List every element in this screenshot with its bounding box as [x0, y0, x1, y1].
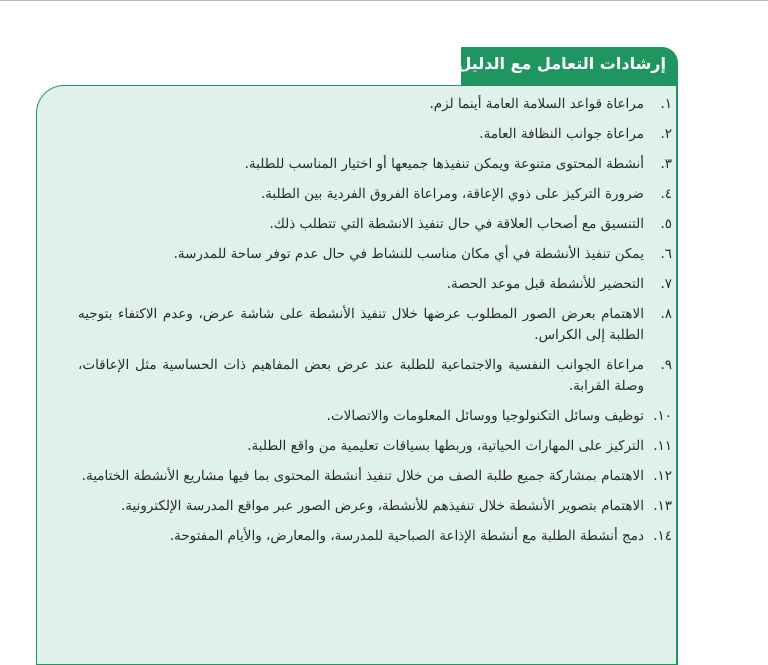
item-text: التنسيق مع أصحاب العلاقة في حال تنفيذ الانشطة التي تتطلب ذلك. [269, 216, 644, 232]
list-item [78, 436, 672, 457]
item-text: يمكن تنفيذ الأنشطة في أي مكان مناسب للنشاط في حال عدم توفر ساحة للمدرسة. [173, 246, 644, 262]
list-item [78, 124, 672, 145]
item-number: ١٣. [653, 498, 672, 514]
item-number: ٦. [660, 246, 672, 262]
list-item [78, 244, 672, 265]
item-number: ١٢. [653, 468, 672, 484]
item-number: ٢. [660, 126, 672, 142]
list-item [78, 94, 672, 115]
item-text: مراعاة جوانب النظافة العامة. [479, 126, 644, 142]
item-text: مراعاة قواعد السلامة العامة أينما لزم. [429, 96, 644, 112]
guidelines-list [78, 94, 672, 556]
item-number: ٣. [660, 156, 672, 172]
item-text: مراعاة الجوانب النفسية والاجتماعية للطلبة عند عرض بعض المفاهيم ذات الحساسية مثل الإعاقات، وصلة القرابة. [78, 357, 644, 394]
item-text: الاهتمام بمشاركة جميع طلبة الصف من خلال تنفيذ أنشطة المحتوى بما فيها مشاريع الأنشطة الختامية. [81, 468, 644, 484]
list-item [78, 274, 672, 295]
item-number: ٥. [660, 216, 672, 232]
item-text: التحضير للأنشطة قبل موعد الحصة. [446, 276, 644, 292]
list-item [78, 466, 672, 487]
item-text: دمج أنشطة الطلبة مع أنشطة الإذاعة الصباحية للمدرسة، والمعارض، والأيام المفتوحة. [169, 528, 644, 544]
section-title-bar [457, 47, 678, 85]
item-text: توظيف وسائل التكنولوجيا ووسائل المعلومات والاتصالات. [326, 408, 644, 424]
item-number: ١١. [653, 438, 672, 454]
item-text: أنشطة المحتوى متنوعة ويمكن تنفيذها جميعها أو اختيار المناسب للطلبة. [244, 156, 644, 172]
item-text: ضرورة التركيز على ذوي الإعاقة، ومراعاة الفروق الفردية بين الطلبة. [260, 186, 644, 202]
item-number: ١٠. [653, 408, 672, 424]
list-item [78, 154, 672, 175]
list-item [78, 304, 672, 346]
list-item [78, 214, 672, 235]
list-item [78, 184, 672, 205]
section-title: إرشادات التعامل مع الدليل [457, 54, 666, 73]
item-number: ١٤. [653, 528, 672, 544]
top-divider [0, 0, 768, 1]
item-number: ٧. [660, 276, 672, 292]
list-item [78, 496, 672, 517]
list-item [78, 355, 672, 397]
item-number: ١. [660, 96, 672, 112]
list-item [78, 526, 672, 547]
item-text: الاهتمام بعرض الصور المطلوب عرضها خلال تنفيذ الأنشطة على شاشة عرض، وعدم الاكتفاء بتوجيه الطلبة إلى الكراس. [78, 306, 644, 343]
item-text: الاهتمام بتصوير الأنشطة خلال تنفيذهم للأنشطة، وعرض الصور عبر مواقع المدرسة الإلكترونية. [121, 498, 644, 514]
item-number: ٨. [660, 306, 672, 322]
item-number: ٩. [660, 357, 672, 373]
item-text: التركيز على المهارات الحياتية، وربطها بسياقات تعليمية من واقع الطلبة. [247, 438, 644, 454]
list-item [78, 406, 672, 427]
item-number: ٤. [660, 186, 672, 202]
